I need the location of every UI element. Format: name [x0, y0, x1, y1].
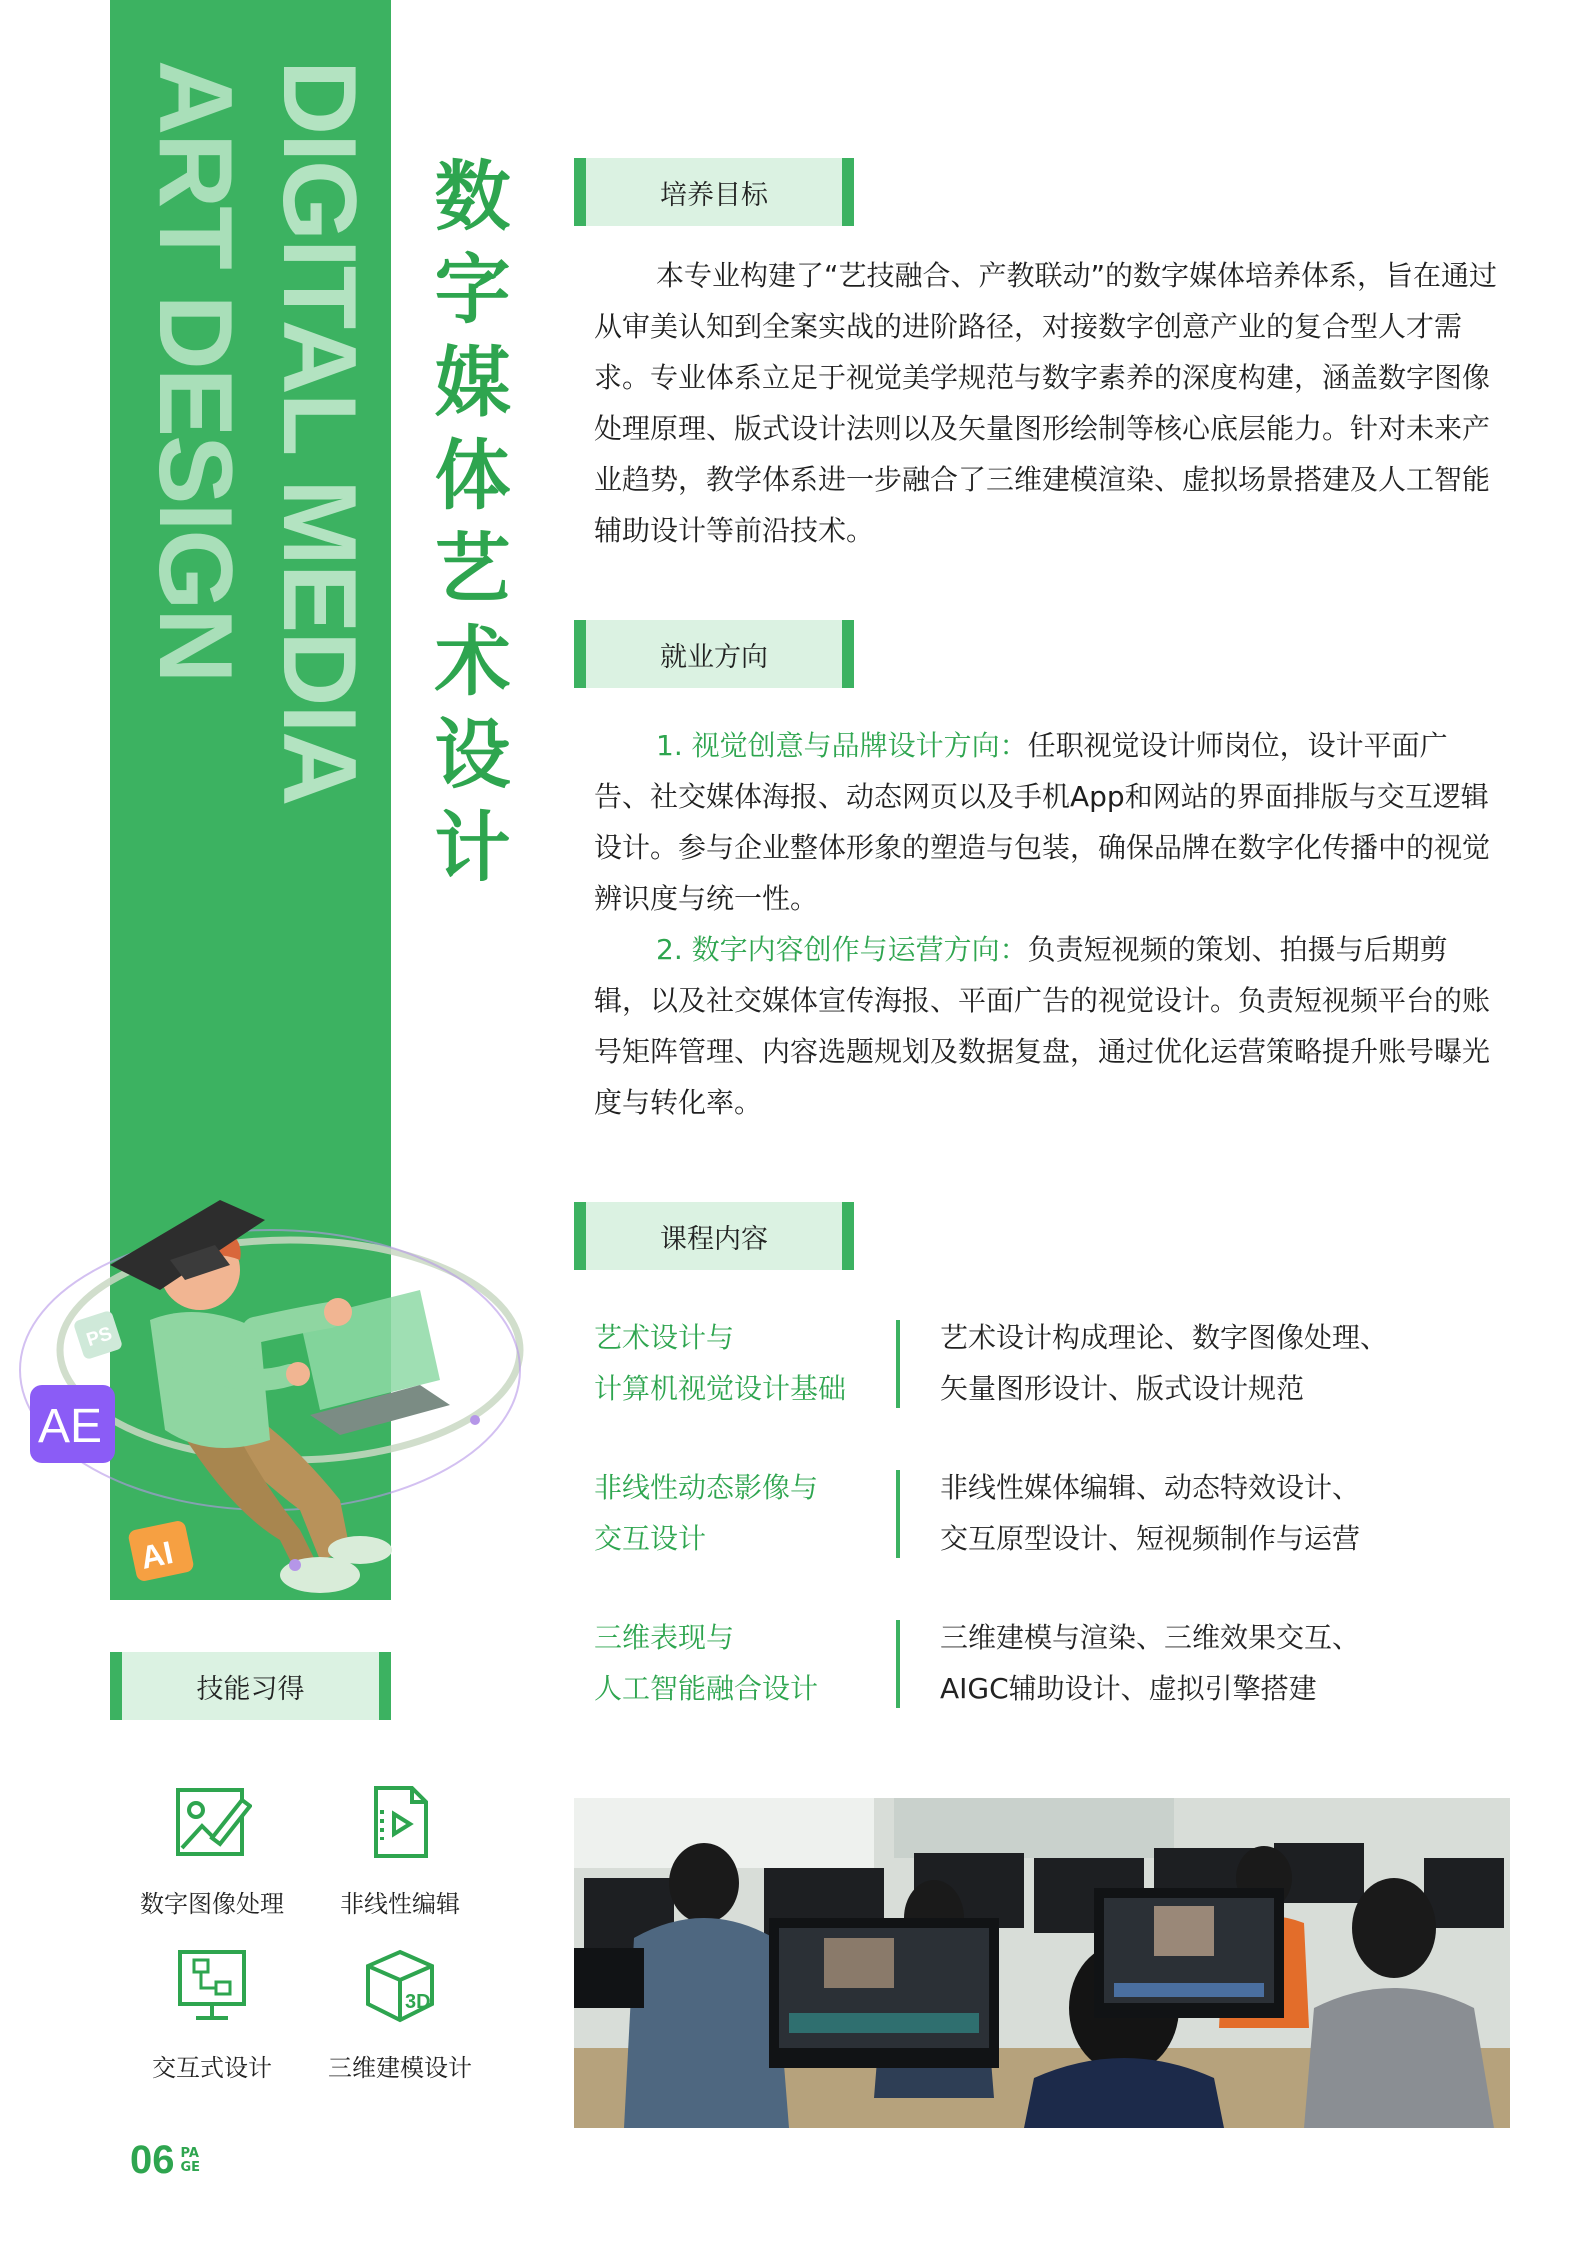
- career-item-2-lead: 2. 数字内容创作与运营方向：: [656, 933, 1028, 966]
- monitor-flow-icon: [172, 1946, 252, 2026]
- side-text-digital-media: DIGITAL MEDIA: [261, 60, 377, 805]
- course-3-desc: [940, 1612, 1460, 1714]
- course-2-title-line1: 非线性动态影像与: [594, 1471, 819, 1504]
- page-number-value: 06: [130, 2138, 175, 2182]
- skill-label: 数字图像处理: [140, 1890, 284, 1918]
- course-1-divider: [896, 1320, 900, 1408]
- ps-badge: [73, 1310, 123, 1360]
- course-1-title-line1: 艺术设计与: [594, 1321, 735, 1354]
- orbit-dot: [470, 1415, 480, 1425]
- skill-label: 非线性编辑: [340, 1890, 460, 1918]
- course-2-desc-line2: 交互原型设计、短视频制作与运营: [940, 1522, 1361, 1555]
- course-3-title: [594, 1612, 884, 1714]
- career-item-1-text: 任职视觉设计师岗位，设计平面广告、社交媒体海报、动态网页以及手机App和网站的界面排版与交互逻辑设计。参与企业整体形象的塑造与包装，确保品牌在数字化传播中的视觉辨识度与统一性。: [594, 729, 1491, 915]
- page-title: 数字媒体艺术设计: [434, 152, 511, 892]
- ae-badge-text: AE: [38, 1400, 103, 1453]
- skill-item-image: [112, 1782, 312, 1919]
- cube-3d-icon: [360, 1946, 440, 2026]
- course-1-desc-line2: 矢量图形设计、版式设计规范: [940, 1372, 1305, 1405]
- video-file-icon: [360, 1782, 440, 1862]
- career-paragraphs: [594, 720, 1499, 1128]
- course-1-desc-line1: 艺术设计构成理论、数字图像处理、: [940, 1321, 1389, 1354]
- page-label-ge: GE: [180, 2159, 201, 2175]
- course-3-divider: [896, 1620, 900, 1708]
- image-edit-icon: [172, 1782, 252, 1862]
- orbit-dot: [289, 1559, 301, 1571]
- page-number: [130, 2138, 200, 2183]
- ps-badge-text: PS: [84, 1323, 115, 1352]
- svg-text:3D: 3D: [405, 1991, 431, 2013]
- page-label-pa: PA: [180, 2145, 199, 2161]
- classroom-photo-drawing: [574, 1798, 1510, 2128]
- skill-item-video: [300, 1782, 500, 1919]
- skill-label: 交互式设计: [152, 2054, 272, 2082]
- course-3-desc-line2: AIGC辅助设计、虚拟引擎搭建: [940, 1672, 1317, 1705]
- goal-text: 本专业构建了“艺技融合、产教联动”的数字媒体培养体系，旨在通过从审美认知到全案实战的进阶路径，对接数字创意产业的复合型人才需求。专业体系立足于视觉美学规范与数字素养的深度构建，涵盖数字图像处理原理、版式设计法则以及矢量图形绘制等核心底层能力。针对未来产业趋势，教学体系进一步融合了三维建模渲染、虚拟场景搭建及人工智能辅助设计等前沿技术。: [594, 259, 1498, 547]
- course-3-desc-line1: 三维建模与渲染、三维效果交互、: [940, 1621, 1361, 1654]
- career-item-2-text: 负责短视频的策划、拍摄与后期剪辑，以及社交媒体宣传海报、平面广告的视觉设计。负责短视频平台的账号矩阵管理、内容选题规划及数据复盘，通过优化运营策略提升账号曝光度与转化率。: [594, 933, 1491, 1119]
- course-3-title-line1: 三维表现与: [594, 1621, 735, 1654]
- course-2-desc: [940, 1462, 1460, 1564]
- ae-badge: [30, 1385, 115, 1463]
- student-illustration: [0, 1180, 540, 1610]
- skill-label: 三维建模设计: [328, 2054, 472, 2082]
- section-heading-goal: 培养目标: [574, 158, 854, 226]
- course-2-title-line2: 交互设计: [594, 1522, 707, 1555]
- side-text-art-design: ART DESIGN: [137, 60, 253, 682]
- course-2-title: [594, 1462, 884, 1564]
- course-1-desc: [940, 1312, 1460, 1414]
- page-label: [181, 2147, 201, 2175]
- skill-item-interaction: [112, 1946, 312, 2083]
- ai-badge: [127, 1520, 195, 1583]
- career-item-1-lead: 1. 视觉创意与品牌设计方向：: [656, 729, 1028, 762]
- goal-paragraph: [594, 250, 1499, 556]
- course-1-title-line2: 计算机视觉设计基础: [594, 1372, 847, 1405]
- course-2-divider: [896, 1470, 900, 1558]
- course-2-desc-line1: 非线性媒体编辑、动态特效设计、: [940, 1471, 1361, 1504]
- career-item-2: [594, 924, 1499, 1128]
- section-heading-career: 就业方向: [574, 620, 854, 688]
- skill-item-3d: [300, 1946, 500, 2083]
- career-item-1: [594, 720, 1499, 924]
- classroom-photo: [574, 1798, 1510, 2128]
- course-3-title-line2: 人工智能融合设计: [594, 1672, 819, 1705]
- section-heading-courses: 课程内容: [574, 1202, 854, 1270]
- section-heading-skills: 技能习得: [110, 1652, 391, 1720]
- ai-badge-text: AI: [137, 1534, 177, 1576]
- course-1-title: [594, 1312, 884, 1414]
